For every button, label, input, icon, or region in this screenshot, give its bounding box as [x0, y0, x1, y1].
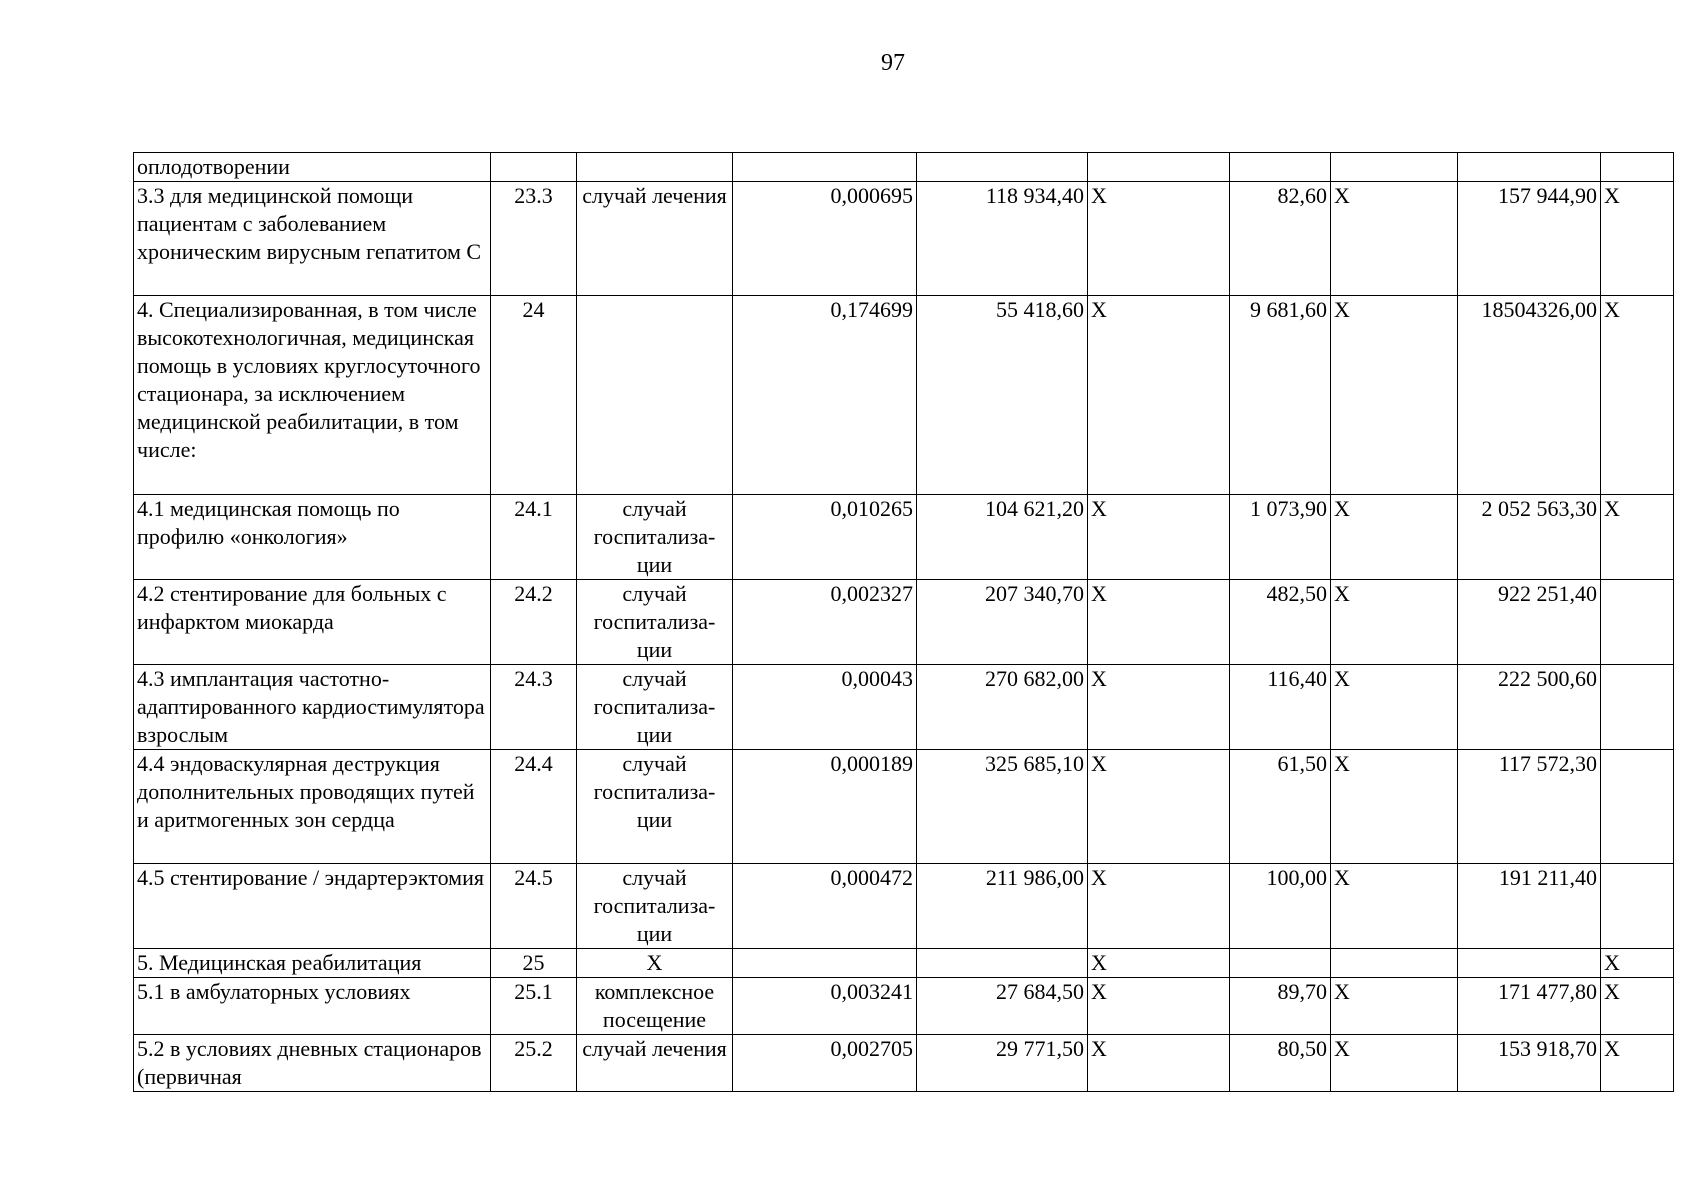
table-row [134, 750, 1674, 864]
x-mark-cell: X [1331, 750, 1458, 864]
row-code: 25 [491, 949, 577, 978]
x-mark-cell: X [1331, 864, 1458, 949]
x-mark-cell: X [1331, 495, 1458, 580]
total-cell: 922 251,40 [1458, 580, 1601, 665]
total-cell [1458, 949, 1601, 978]
x-mark-cell: X [1601, 949, 1674, 978]
x-mark-cell: X [1088, 580, 1230, 665]
unit-cell [577, 296, 733, 495]
row-label: 3.3 для медицинской помощи пациентам с заболеванием хроническим вирусным гепатитом С [134, 182, 491, 296]
cost-cell: 27 684,50 [917, 978, 1088, 1035]
table-row [134, 864, 1674, 949]
per-capita-cell: 9 681,60 [1230, 296, 1331, 495]
x-mark-cell [1088, 153, 1230, 182]
per-capita-cell: 80,50 [1230, 1035, 1331, 1092]
per-capita-cell: 61,50 [1230, 750, 1331, 864]
per-capita-cell [1230, 949, 1331, 978]
total-cell: 153 918,70 [1458, 1035, 1601, 1092]
x-mark-cell: X [1088, 1035, 1230, 1092]
cost-cell: 211 986,00 [917, 864, 1088, 949]
unit-cell: X [577, 949, 733, 978]
total-cell: 191 211,40 [1458, 864, 1601, 949]
row-label: 4. Специализированная, в том числе высокотехнологичная, медицинская помощь в условиях круглосуточного стационара, за исключением медицинской реабилитации, в том числе: [134, 296, 491, 495]
per-capita-cell: 82,60 [1230, 182, 1331, 296]
row-code: 24.1 [491, 495, 577, 580]
data-table [133, 152, 1674, 1092]
rate-cell: 0,000695 [733, 182, 917, 296]
x-mark-cell: X [1088, 750, 1230, 864]
rate-cell: 0,000189 [733, 750, 917, 864]
x-mark-cell [1601, 665, 1674, 750]
unit-cell [577, 153, 733, 182]
unit-cell: случай лечения [577, 182, 733, 296]
unit-cell: случай госпитализа-ции [577, 495, 733, 580]
per-capita-cell: 89,70 [1230, 978, 1331, 1035]
cost-cell: 55 418,60 [917, 296, 1088, 495]
row-label: 5.1 в амбулаторных условиях [134, 978, 491, 1035]
cost-cell: 118 934,40 [917, 182, 1088, 296]
rate-cell: 0,00043 [733, 665, 917, 750]
x-mark-cell: X [1088, 665, 1230, 750]
unit-cell: случай лечения [577, 1035, 733, 1092]
table-row [134, 978, 1674, 1035]
cost-cell [917, 949, 1088, 978]
x-mark-cell: X [1601, 182, 1674, 296]
cost-cell: 325 685,10 [917, 750, 1088, 864]
table-row [134, 182, 1674, 296]
unit-cell: комплексное посещение [577, 978, 733, 1035]
x-mark-cell [1601, 864, 1674, 949]
table-row [134, 153, 1674, 182]
total-cell: 222 500,60 [1458, 665, 1601, 750]
unit-cell: случай госпитализа-ции [577, 580, 733, 665]
x-mark-cell: X [1601, 296, 1674, 495]
x-mark-cell: X [1331, 978, 1458, 1035]
x-mark-cell [1601, 153, 1674, 182]
rate-cell: 0,174699 [733, 296, 917, 495]
x-mark-cell: X [1088, 182, 1230, 296]
table-row [134, 580, 1674, 665]
x-mark-cell: X [1601, 1035, 1674, 1092]
per-capita-cell: 482,50 [1230, 580, 1331, 665]
x-mark-cell: X [1601, 495, 1674, 580]
row-label: оплодотворении [134, 153, 491, 182]
rate-cell: 0,002705 [733, 1035, 917, 1092]
row-code: 23.3 [491, 182, 577, 296]
rate-cell: 0,010265 [733, 495, 917, 580]
x-mark-cell [1601, 580, 1674, 665]
table-row [134, 665, 1674, 750]
x-mark-cell: X [1331, 580, 1458, 665]
row-code: 24.2 [491, 580, 577, 665]
rate-cell: 0,000472 [733, 864, 917, 949]
cost-cell: 29 771,50 [917, 1035, 1088, 1092]
total-cell: 117 572,30 [1458, 750, 1601, 864]
x-mark-cell: X [1331, 296, 1458, 495]
cost-cell [917, 153, 1088, 182]
row-label: 5. Медицинская реабилитация [134, 949, 491, 978]
x-mark-cell [1331, 153, 1458, 182]
row-label: 4.4 эндоваскулярная деструкция дополнительных проводящих путей и аритмогенных зон сердца [134, 750, 491, 864]
row-code: 24.4 [491, 750, 577, 864]
x-mark-cell: X [1331, 665, 1458, 750]
table-row [134, 1035, 1674, 1092]
total-cell: 2 052 563,30 [1458, 495, 1601, 580]
unit-cell: случай госпитализа-ции [577, 750, 733, 864]
x-mark-cell: X [1088, 495, 1230, 580]
row-code: 24.3 [491, 665, 577, 750]
x-mark-cell [1331, 949, 1458, 978]
row-code: 24 [491, 296, 577, 495]
x-mark-cell [1601, 750, 1674, 864]
row-code: 25.2 [491, 1035, 577, 1092]
row-label: 4.2 стентирование для больных с инфарктом миокарда [134, 580, 491, 665]
x-mark-cell: X [1331, 1035, 1458, 1092]
row-code: 25.1 [491, 978, 577, 1035]
unit-cell: случай госпитализа-ции [577, 665, 733, 750]
row-code [491, 153, 577, 182]
page-number: 97 [881, 50, 905, 76]
table-row [134, 296, 1674, 495]
x-mark-cell: X [1601, 978, 1674, 1035]
total-cell: 157 944,90 [1458, 182, 1601, 296]
row-code: 24.5 [491, 864, 577, 949]
row-label: 5.2 в условиях дневных стационаров (первичная [134, 1035, 491, 1092]
row-label: 4.1 медицинская помощь по профилю «онкология» [134, 495, 491, 580]
x-mark-cell: X [1088, 296, 1230, 495]
table-row [134, 949, 1674, 978]
row-label: 4.3 имплантация частотно-адаптированного кардиостимулятора взрослым [134, 665, 491, 750]
x-mark-cell: X [1088, 978, 1230, 1035]
rate-cell: 0,002327 [733, 580, 917, 665]
per-capita-cell: 116,40 [1230, 665, 1331, 750]
row-label: 4.5 стентирование / эндартерэктомия [134, 864, 491, 949]
x-mark-cell: X [1088, 864, 1230, 949]
per-capita-cell [1230, 153, 1331, 182]
cost-cell: 104 621,20 [917, 495, 1088, 580]
x-mark-cell: X [1088, 949, 1230, 978]
unit-cell: случай госпитализа-ции [577, 864, 733, 949]
x-mark-cell: X [1331, 182, 1458, 296]
total-cell [1458, 153, 1601, 182]
table-row [134, 495, 1674, 580]
cost-cell: 270 682,00 [917, 665, 1088, 750]
per-capita-cell: 1 073,90 [1230, 495, 1331, 580]
per-capita-cell: 100,00 [1230, 864, 1331, 949]
rate-cell [733, 949, 917, 978]
cost-cell: 207 340,70 [917, 580, 1088, 665]
rate-cell [733, 153, 917, 182]
total-cell: 171 477,80 [1458, 978, 1601, 1035]
total-cell: 18504326,00 [1458, 296, 1601, 495]
rate-cell: 0,003241 [733, 978, 917, 1035]
